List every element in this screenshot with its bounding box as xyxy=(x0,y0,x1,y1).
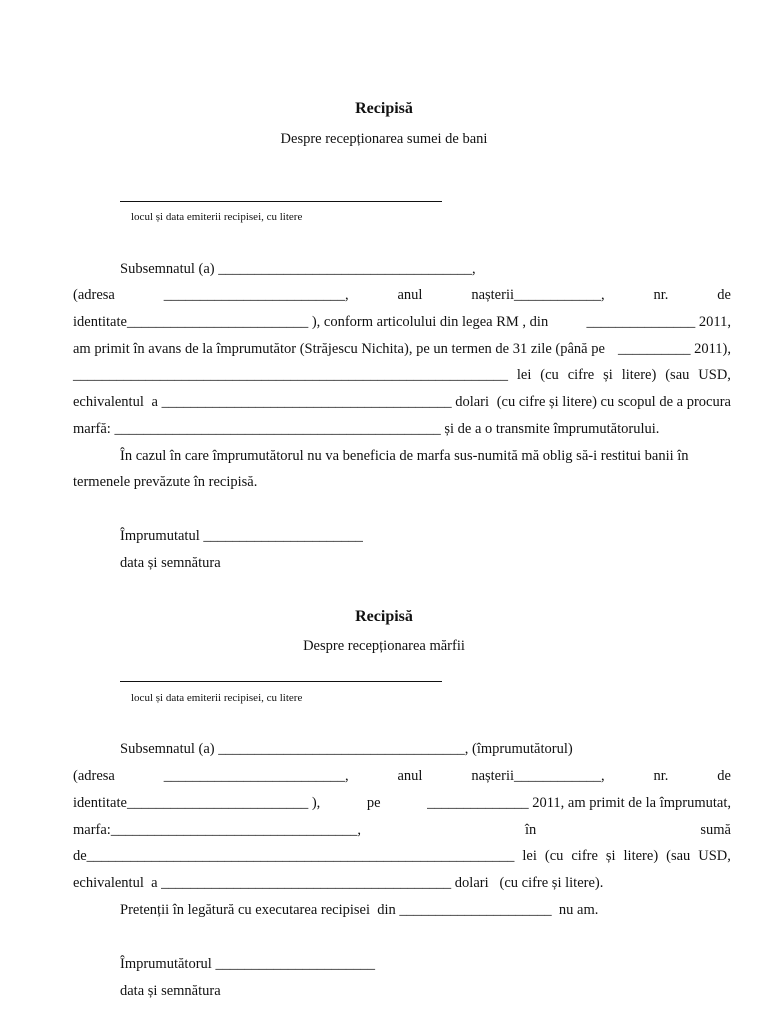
word: sumă xyxy=(700,822,731,838)
word: _________________________, xyxy=(163,287,349,303)
text-segment: identitate_________________________ ), xyxy=(73,795,321,811)
word: ____________________________________________________________ xyxy=(73,367,508,383)
word: pe xyxy=(366,795,381,811)
receipt1-lei-line xyxy=(73,367,731,384)
word: de xyxy=(717,287,731,303)
text-segment: _______________ 2011, xyxy=(586,314,731,330)
receipt2-subsemnatul-line: Subsemnatul (a) __________________________________, (împrumutătorul) xyxy=(120,741,573,757)
receipt1-subtitle: Despre recepționarea sumei de bani xyxy=(280,131,488,147)
word: lei xyxy=(516,367,532,383)
word: anul xyxy=(397,768,423,784)
receipt2-identitate-line xyxy=(73,795,731,812)
word: nr. xyxy=(653,768,669,784)
receipt1-place-date-line xyxy=(120,201,442,202)
text-segment: __________ 2011), xyxy=(617,341,731,357)
receipt1-echivalentul-line xyxy=(73,394,731,411)
word: cifre xyxy=(567,367,595,383)
receipt1-primit-line xyxy=(73,341,731,358)
word: USD, xyxy=(698,848,731,864)
text-segment: (cu cifre și litere) cu scopul de a procura xyxy=(496,394,731,410)
word: și xyxy=(603,367,613,383)
receipt2-marfa-line xyxy=(73,822,731,839)
word: (sau xyxy=(665,367,690,383)
receipt2-place-date-line xyxy=(120,681,442,682)
word: (adresa xyxy=(73,768,115,784)
receipt2-pretentii-line: Pretenții în legătură cu executarea recipisei din _____________________ nu am. xyxy=(120,902,599,918)
receipt1-subsemnatul-line: Subsemnatul (a) ___________________________________, xyxy=(120,261,476,277)
word: anul xyxy=(397,287,423,303)
word: (cu xyxy=(544,848,564,864)
word: (sau xyxy=(666,848,691,864)
receipt2-adresa-line xyxy=(73,768,731,785)
text-segment: identitate_________________________ ), conform articolului din legea RM , din xyxy=(73,314,549,330)
receipt1-signer-line: Împrumutatul ______________________ xyxy=(120,528,363,544)
word: echivalentul xyxy=(73,394,144,410)
text-segment: marfa:__________________________________, xyxy=(73,822,361,838)
word: (cu xyxy=(540,367,559,383)
word: litere) xyxy=(621,367,657,383)
receipt1-signature-label: data și semnătura xyxy=(120,555,221,571)
receipt1-cazul-line-end: termenele prevăzute în recipisă. xyxy=(73,474,258,490)
word: nr. xyxy=(653,287,669,303)
text-segment: În cazul în care împrumutătorul nu va beneficia de marfa sus-numită mă oblig să-i restitui banii în xyxy=(120,448,689,464)
receipt2-echivalentul-line: echivalentul a ________________________________________ dolari (cu cifre și litere). xyxy=(73,875,604,891)
receipt1-marfa-line: marfă: _____________________________________________ și de a o transmite împrumutătorului. xyxy=(73,421,660,437)
text-segment: ______________ 2011, am primit de la împrumutat, xyxy=(427,795,731,811)
word: și xyxy=(605,848,616,864)
receipt2-signature-label: data și semnătura xyxy=(120,983,221,999)
text-segment: a ________________________________________ dolari xyxy=(151,394,490,410)
receipt2-signer-line: Împrumutătorul ______________________ xyxy=(120,956,375,972)
word: nașterii____________, xyxy=(471,768,605,784)
receipt1-identitate-line xyxy=(73,314,731,331)
word: de___________________________________________________________ xyxy=(73,848,515,864)
word: de xyxy=(717,768,731,784)
receipt1-place-date-caption: locul și data emiterii recipisei, cu litere xyxy=(131,211,303,223)
word: litere) xyxy=(623,848,659,864)
receipt2-place-date-caption: locul și data emiterii recipisei, cu litere xyxy=(131,692,303,704)
text-segment: am primit în avans de la împrumutător (Străjescu Nichita), pe un termen de 31 zile (până pe xyxy=(73,341,605,357)
word: în xyxy=(525,822,537,838)
word: lei xyxy=(522,848,537,864)
receipt2-subtitle: Despre recepționarea mărfii xyxy=(303,638,465,654)
receipt1-title: Recipisă xyxy=(355,100,413,117)
receipt1-cazul-line xyxy=(120,448,731,465)
word: USD, xyxy=(698,367,731,383)
receipt2-de-lei-line xyxy=(73,848,731,865)
word: (adresa xyxy=(73,287,115,303)
receipt2-title: Recipisă xyxy=(355,608,413,625)
receipt1-adresa-line xyxy=(73,287,731,304)
word: cifre xyxy=(571,848,598,864)
word: nașterii____________, xyxy=(471,287,605,303)
word: _________________________, xyxy=(163,768,349,784)
